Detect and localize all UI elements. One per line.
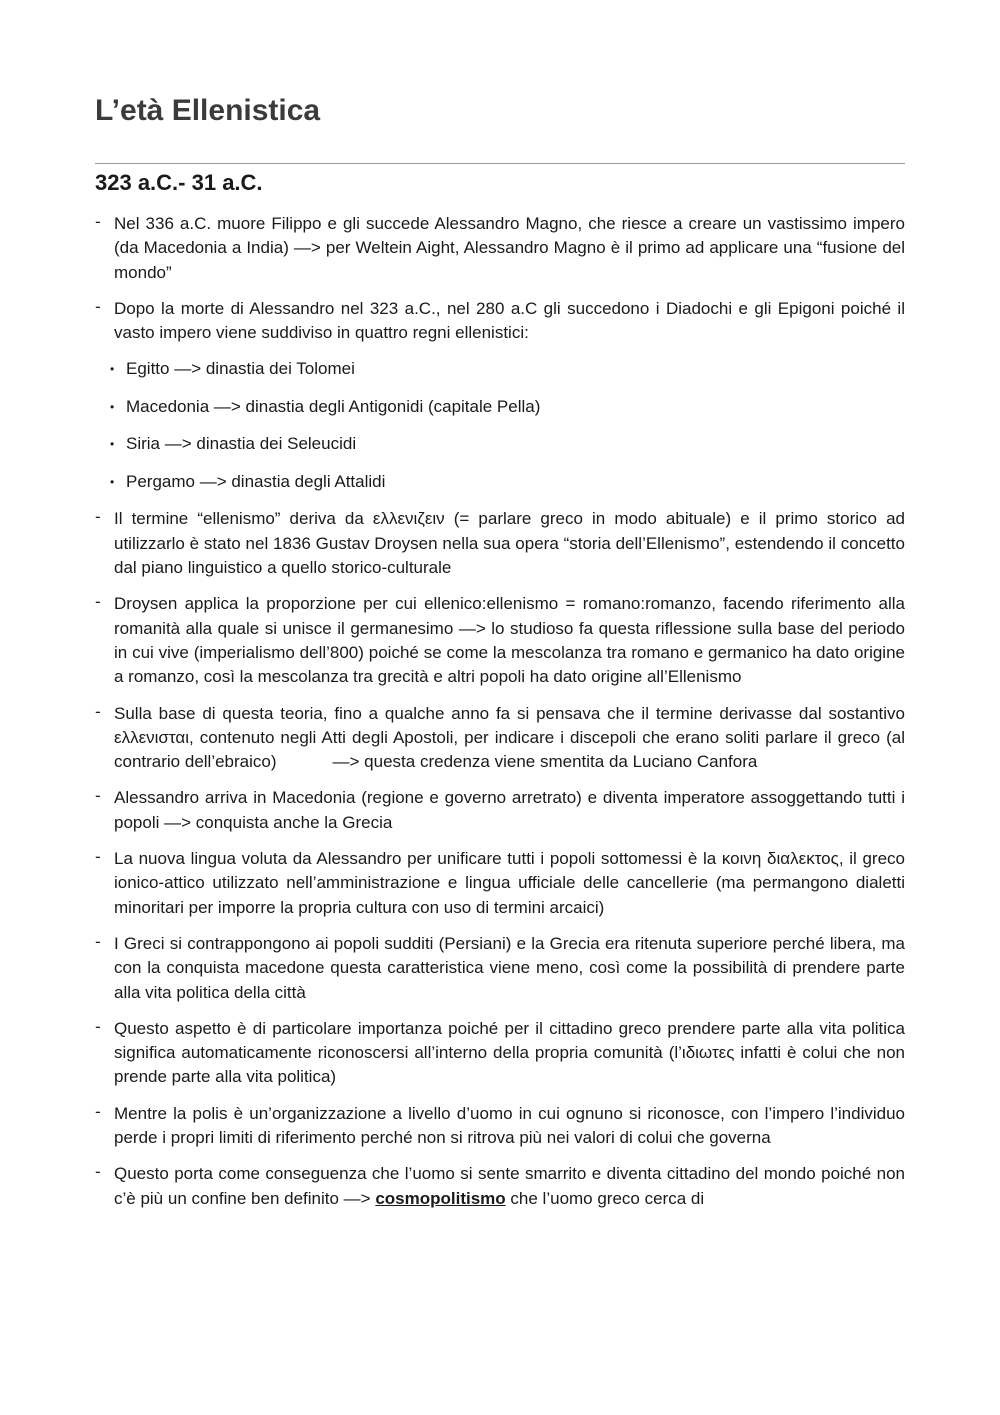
keyword-cosmopolitismo: cosmopolitismo bbox=[375, 1188, 506, 1208]
note-item bbox=[95, 702, 905, 775]
kingdom-text: Siria —> dinastia dei Seleucidi bbox=[126, 434, 357, 454]
kingdom-list-item bbox=[95, 432, 905, 456]
notes-body bbox=[95, 212, 905, 1223]
note-item bbox=[95, 507, 905, 580]
dash-marker: - bbox=[95, 786, 101, 806]
note-item bbox=[95, 786, 905, 835]
note-item bbox=[95, 1162, 905, 1211]
kingdom-text: Pergamo —> dinastia degli Attalidi bbox=[126, 471, 386, 491]
note-item bbox=[95, 212, 905, 285]
note-item bbox=[95, 1102, 905, 1151]
kingdom-list-item bbox=[95, 470, 905, 494]
note-text: La nuova lingua voluta da Alessandro per unificare tutti i popoli sottomessi è la κοινη διαλεκτος, il greco ionico-attico utilizzato nell’amministrazione e lingua ufficiale delle cancellerie (ma permangono dialetti minoritari per imporre la propria cultura con uso di termini arcaici) bbox=[114, 849, 905, 917]
dash-marker: - bbox=[95, 931, 101, 951]
note-item bbox=[95, 297, 905, 346]
note-item bbox=[95, 932, 905, 1005]
note-text: Nel 336 a.C. muore Filippo e gli succede Alessandro Magno, che riesce a creare un vastissimo impero (da Macedonia a India) —> per Weltein Aight, Alessandro Magno è il primo ad applicare una “fusione del mondo” bbox=[114, 214, 905, 282]
note-text: Mentre la polis è un’organizzazione a livello d’uomo in cui ognuno si riconosce, con l’impero l’individuo perde i propri limiti di riferimento perché non si ritrova più nei valori di colui che governa bbox=[114, 1103, 905, 1148]
note-item bbox=[95, 1017, 905, 1090]
kingdom-list-item bbox=[95, 395, 905, 419]
note-item bbox=[95, 592, 905, 689]
dash-marker: - bbox=[95, 507, 101, 527]
date-range-subtitle: 323 a.C.- 31 a.C. bbox=[95, 170, 263, 195]
page-title: L’età Ellenistica bbox=[95, 94, 321, 127]
dash-marker: - bbox=[95, 847, 101, 867]
title-divider bbox=[95, 163, 905, 164]
note-text-continuation: che l’uomo greco cerca di bbox=[510, 1188, 705, 1208]
note-text: Alessandro arriva in Macedonia (regione e governo arretrato) e diventa imperatore assoggettando tutti i popoli —> conquista anche la Grecia bbox=[114, 788, 905, 832]
kingdom-text: Egitto —> dinastia dei Tolomei bbox=[126, 359, 355, 379]
dash-marker: - bbox=[95, 212, 101, 231]
bullet-marker: • bbox=[110, 474, 115, 489]
note-text-continuation: —> questa credenza viene smentita da Luciano Canfora bbox=[332, 752, 758, 772]
dash-marker: - bbox=[95, 1016, 101, 1036]
bullet-marker: • bbox=[110, 437, 115, 452]
dash-marker: - bbox=[95, 701, 101, 721]
note-text: Questo aspetto è di particolare importanza poiché per il cittadino greco prendere parte alla vita politica significa automaticamente riconoscersi all’interno della propria comunità (l’ιδιωτες infatti è colui che non prende parte alla vita politica) bbox=[114, 1018, 905, 1087]
dash-marker: - bbox=[95, 296, 101, 316]
kingdom-text: Macedonia —> dinastia degli Antigonidi (capitale Pella) bbox=[126, 396, 541, 416]
note-text: Sulla base di questa teoria, fino a qualche anno fa si pensava che il termine derivasse dal sostantivo ελλενισται, contenuto negli Atti degli Apostoli, per indicare i discepoli che erano soliti parlare il greco (al contrario dell’ebraico) bbox=[114, 703, 905, 772]
dash-marker: - bbox=[95, 1101, 101, 1121]
note-text: Questo porta come conseguenza che l’uomo si sente smarrito e diventa cittadino del mondo poiché non c’è più un confine ben definito —> bbox=[114, 1164, 905, 1208]
note-text: Dopo la morte di Alessandro nel 323 a.C., nel 280 a.C gli succedono i Diadochi e gli Epigoni poiché il vasto impero viene suddiviso in quattro regni ellenistici: bbox=[114, 298, 905, 343]
kingdom-list-item bbox=[95, 357, 905, 381]
bullet-marker: • bbox=[110, 399, 115, 414]
dash-marker: - bbox=[95, 592, 101, 612]
bullet-marker: • bbox=[110, 362, 115, 377]
note-text: Droysen applica la proporzione per cui ellenico:ellenismo = romano:romanzo, facendo riferimento alla romanità alla quale si unisce il germanesimo —> lo studioso fa questa riflessione sulla base del periodo in cui vive (imperialismo dell’800) poiché se come la mescolanza tra romano e germanico ha dato origine a romanzo, così la mescolanza tra grecità e altri popoli ha dato origine all’Ellenismo bbox=[114, 594, 905, 687]
note-text: I Greci si contrappongono ai popoli sudditi (Persiani) e la Grecia era ritenuta superiore perché libera, ma con la conquista macedone questa caratteristica viene meno, così come la possibilità di prendere parte alla vita politica della città bbox=[114, 933, 905, 1002]
note-item bbox=[95, 847, 905, 920]
note-text: Il termine “ellenismo” deriva da ελλενιζειν (= parlare greco in modo abituale) e il primo storico ad utilizzarlo è stato nel 1836 Gustav Droysen nella sua opera “storia dell’Ellenismo”, estendendo il concetto dal piano linguistico a quello storico-culturale bbox=[114, 509, 905, 578]
dash-marker: - bbox=[95, 1162, 101, 1182]
